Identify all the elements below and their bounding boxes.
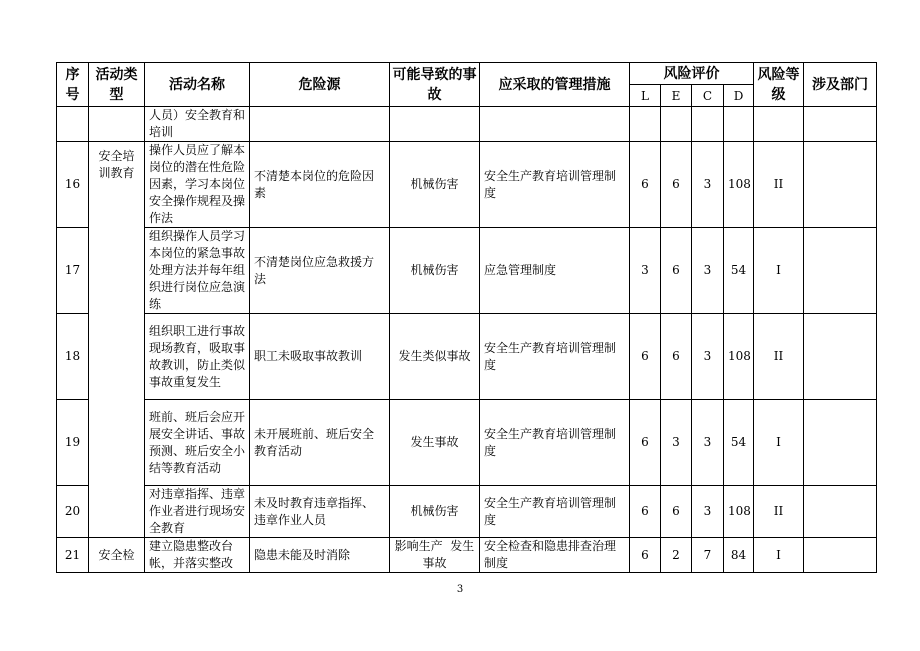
cell-department bbox=[804, 538, 877, 573]
cell-E: 3 bbox=[661, 400, 692, 486]
cell-C: 3 bbox=[692, 314, 724, 400]
cell-accident: 影响生产 发生事故 bbox=[390, 538, 480, 573]
table-row bbox=[57, 107, 877, 142]
cell-C: 3 bbox=[692, 142, 724, 228]
cell-L: 6 bbox=[630, 314, 661, 400]
cell-accident: 机械伤害 bbox=[390, 486, 480, 538]
cell-L: 6 bbox=[630, 486, 661, 538]
cell-C: 3 bbox=[692, 400, 724, 486]
cell-E: 6 bbox=[661, 142, 692, 228]
header-activity-type: 活动类型 bbox=[89, 63, 145, 107]
cell-activity-name: 组织职工进行事故现场教育，吸取事故教训，防止类似事故重复发生 bbox=[145, 314, 250, 400]
cell-hazard: 未开展班前、班后安全教育活动 bbox=[250, 400, 390, 486]
table-row bbox=[57, 400, 877, 486]
cell-hazard: 职工未吸取事故教训 bbox=[250, 314, 390, 400]
cell-activity-name: 班前、班后会应开展安全讲话、事故预测、班后安全小结等教育活动 bbox=[145, 400, 250, 486]
cell-risk-level: I bbox=[754, 538, 804, 573]
page-number: 3 bbox=[456, 584, 464, 595]
cell-accident: 发生事故 bbox=[390, 400, 480, 486]
cell-seq: 17 bbox=[57, 228, 89, 314]
cell-D: 84 bbox=[724, 538, 754, 573]
header-accident: 可能导致的事故 bbox=[390, 63, 480, 107]
cell-hazard: 不清楚本岗位的危险因素 bbox=[250, 142, 390, 228]
cell-accident: 机械伤害 bbox=[390, 228, 480, 314]
cell-activity-name: 对违章指挥、违章作业者进行现场安全教育 bbox=[145, 486, 250, 538]
cell-E: 2 bbox=[661, 538, 692, 573]
cell-department bbox=[804, 486, 877, 538]
header-activity-name: 活动名称 bbox=[145, 63, 250, 107]
cell-seq: 21 bbox=[57, 538, 89, 573]
cell-department bbox=[804, 142, 877, 228]
cell-activity-name: 人员）安全教育和培训 bbox=[145, 107, 250, 142]
cell-activity-name: 建立隐患整改台帐，并落实整改 bbox=[145, 538, 250, 573]
cell-measures: 应急管理制度 bbox=[480, 228, 630, 314]
table-row bbox=[57, 228, 877, 314]
cell-risk-level: I bbox=[754, 400, 804, 486]
cell-L: 6 bbox=[630, 400, 661, 486]
cell-accident: 发生类似事故 bbox=[390, 314, 480, 400]
header-L: L bbox=[630, 85, 661, 107]
cell-seq: 20 bbox=[57, 486, 89, 538]
cell-measures: 安全检查和隐患排查治理制度 bbox=[480, 538, 630, 573]
table-row bbox=[57, 538, 877, 573]
cell-hazard: 不清楚岗位应急救援方法 bbox=[250, 228, 390, 314]
cell-D: 108 bbox=[724, 486, 754, 538]
risk-assessment-table bbox=[56, 62, 877, 573]
cell-E: 6 bbox=[661, 486, 692, 538]
cell-seq: 16 bbox=[57, 142, 89, 228]
header-D: D bbox=[724, 85, 754, 107]
cell-measures: 安全生产教育培训管理制度 bbox=[480, 486, 630, 538]
cell-D: 108 bbox=[724, 142, 754, 228]
cell-activity-name: 组织操作人员学习本岗位的紧急事故处理方法并每年组织进行岗位应急演练 bbox=[145, 228, 250, 314]
header-department: 涉及部门 bbox=[804, 63, 877, 107]
cell-E: 6 bbox=[661, 314, 692, 400]
cell-department bbox=[804, 228, 877, 314]
header-risk-level: 风险等级 bbox=[754, 63, 804, 107]
header-hazard: 危险源 bbox=[250, 63, 390, 107]
header-measures: 应采取的管理措施 bbox=[480, 63, 630, 107]
cell-C: 3 bbox=[692, 486, 724, 538]
header-E: E bbox=[661, 85, 692, 107]
cell-seq: 19 bbox=[57, 400, 89, 486]
cell-measures: 安全生产教育培训管理制度 bbox=[480, 400, 630, 486]
cell-risk-level: II bbox=[754, 314, 804, 400]
cell-accident: 机械伤害 bbox=[390, 142, 480, 228]
cell-D: 54 bbox=[724, 228, 754, 314]
header-seq: 序号 bbox=[57, 63, 89, 107]
cell-activity-name: 操作人员应了解本岗位的潜在性危险因素，学习本岗位安全操作规程及操作法 bbox=[145, 142, 250, 228]
cell-L: 3 bbox=[630, 228, 661, 314]
table-row bbox=[57, 314, 877, 400]
table-row bbox=[57, 142, 877, 228]
cell-activity-type: 安全检 bbox=[89, 538, 145, 573]
cell-risk-level: II bbox=[754, 142, 804, 228]
cell-measures: 安全生产教育培训管理制度 bbox=[480, 142, 630, 228]
cell-C: 3 bbox=[692, 228, 724, 314]
cell-risk-level: I bbox=[754, 228, 804, 314]
cell-E: 6 bbox=[661, 228, 692, 314]
cell-department bbox=[804, 400, 877, 486]
table-row bbox=[57, 486, 877, 538]
cell-hazard: 隐患未能及时消除 bbox=[250, 538, 390, 573]
cell-L: 6 bbox=[630, 538, 661, 573]
cell-risk-level: II bbox=[754, 486, 804, 538]
cell-L: 6 bbox=[630, 142, 661, 228]
cell-department bbox=[804, 314, 877, 400]
cell-activity-type: 安全培训教育 bbox=[89, 142, 145, 538]
cell-seq: 18 bbox=[57, 314, 89, 400]
header-C: C bbox=[692, 85, 724, 107]
cell-C: 7 bbox=[692, 538, 724, 573]
cell-D: 108 bbox=[724, 314, 754, 400]
header-risk-evaluation: 风险评价 bbox=[630, 63, 754, 85]
cell-measures: 安全生产教育培训管理制度 bbox=[480, 314, 630, 400]
cell-D: 54 bbox=[724, 400, 754, 486]
cell-hazard: 未及时教育违章指挥、违章作业人员 bbox=[250, 486, 390, 538]
